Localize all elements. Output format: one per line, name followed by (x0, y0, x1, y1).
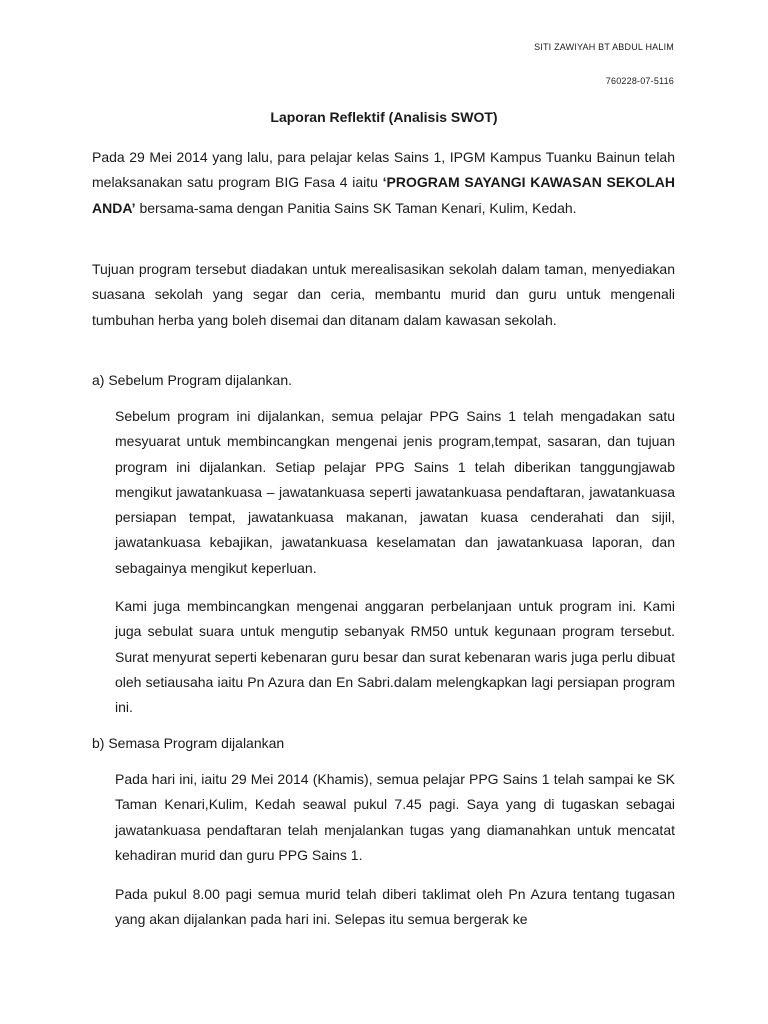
intro-paragraph (92, 145, 675, 221)
section-b-paragraph-2: Pada pukul 8.00 pagi semua murid telah diberi taklimat oleh Pn Azura tentang tugasan yang akan dijalankan pada hari ini. Selepas itu semua bergerak ke (115, 886, 675, 928)
purpose-paragraph: Tujuan program tersebut diadakan untuk merealisasikan sekolah dalam taman, menyediakan suasana sekolah yang segar dan ceria, membantu murid dan guru untuk mengenali tumbuhan herba yang boleh disemai dan ditanam dalam kawasan sekolah. (92, 261, 675, 328)
section-a-heading: a) Sebelum Program dijalankan. (92, 372, 292, 388)
document-title: Laporan Reflektif (Analisis SWOT) (270, 109, 498, 125)
section-a-paragraph-1: Sebelum program ini dijalankan, semua pelajar PPG Sains 1 telah mengadakan satu mesyuarat untuk membincangkan mengenai jenis program,tempat, sasaran, dan tujuan program ini dijalankan. Setiap pelajar PPG Sains 1 telah diberikan tanggungjawab mengikut jawatankuasa – jawatankuasa seperti jawatankuasa pendaftaran, jawatankuasa persiapan tempat, jawatankuasa makanan, jawatan kuasa cenderahati dan sijil, jawatankuasa kebajikan, jawatankuasa keselamatan dan jawatankuasa laporan, dan sebagainya mengikut keperluan. (115, 408, 675, 576)
author-name: SITI ZAWIYAH BT ABDUL HALIM (534, 42, 674, 52)
section-b-paragraph-1: Pada hari ini, iaitu 29 Mei 2014 (Khamis), semua pelajar PPG Sains 1 telah sampai ke SK Taman Kenari,Kulim, Kedah seawal pukul 7.45 pagi. Saya yang di tugaskan sebagai jawatankuasa pendaftaran telah menjalankan tugas yang diamanahkan untuk mencatat kehadiran murid dan guru PPG Sains 1. (115, 771, 675, 863)
section-a-paragraph-2: Kami juga membincangkan mengenai anggaran perbelanjaan untuk program ini. Kami juga sebulat suara untuk mengutip sebanyak RM50 untuk kegunaan program tersebut. Surat menyurat seperti kebenaran guru besar dan surat kebenaran waris juga perlu dibuat oleh setiausaha iaitu Pn Azura dan En Sabri.dalam melengkapkan lagi persiapan program ini. (115, 598, 675, 716)
program-name: ‘PROGRAM SAYANGI KAWASAN SEKOLAH ANDA’ (92, 174, 675, 216)
intro-text-before: Pada 29 Mei 2014 yang lalu, para pelajar kelas Sains 1, IPGM Kampus Tuanku Bainun telah melaksanakan satu program BIG Fasa 4 iaitu (92, 149, 675, 191)
section-b-heading: b) Semasa Program dijalankan (92, 735, 285, 751)
intro-text-after: bersama-sama dengan Panitia Sains SK Taman Kenari, Kulim, Kedah. (135, 199, 577, 216)
ic-number: 760228-07-5116 (605, 76, 674, 86)
